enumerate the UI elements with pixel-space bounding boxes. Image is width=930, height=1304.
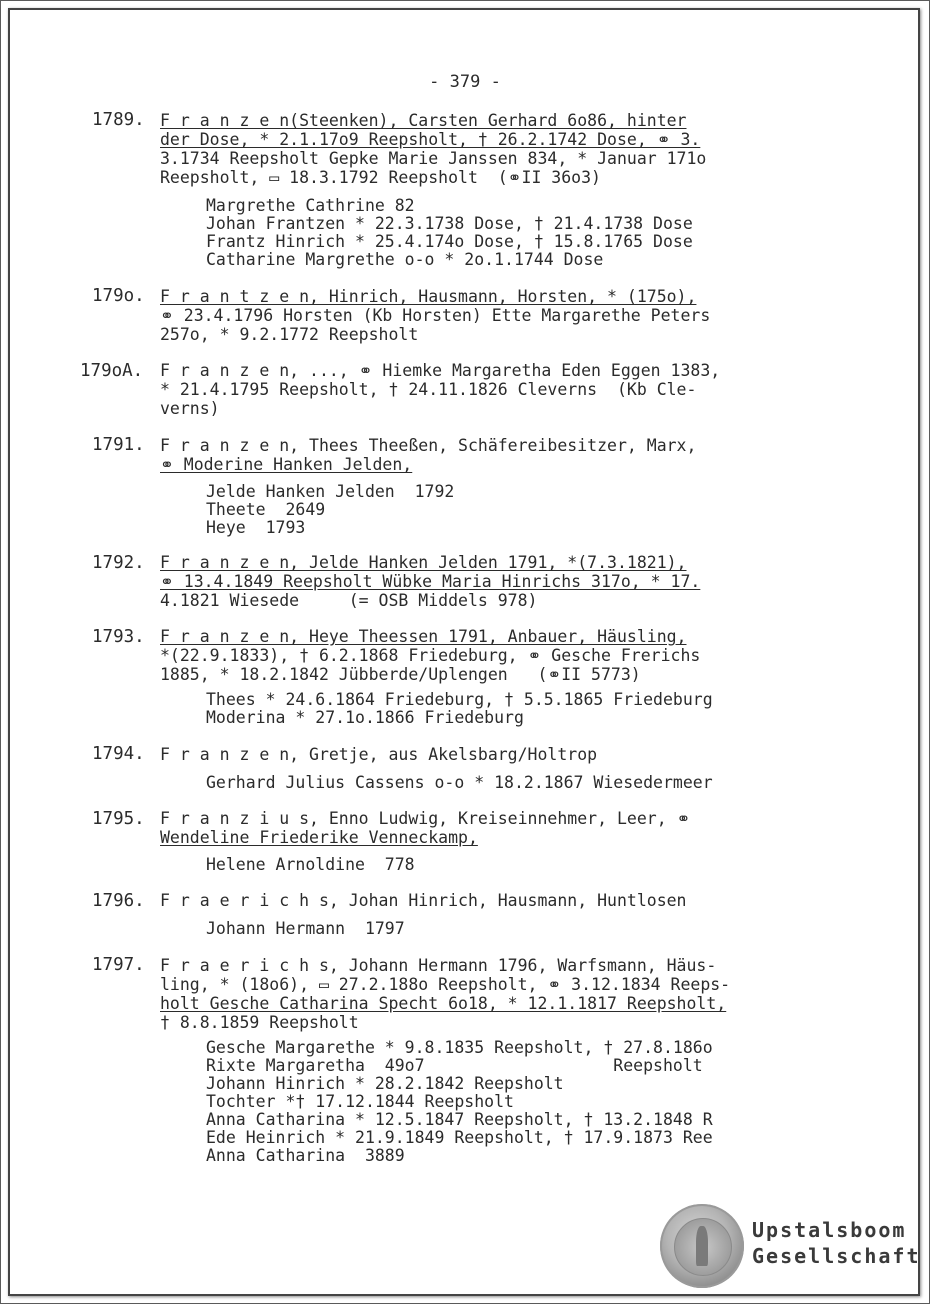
child-line: Johann Hermann 1797 bbox=[206, 919, 405, 938]
entry-line: F r a n z e n, Gretje, aus Akelsbarg/Holtrop bbox=[160, 745, 598, 764]
entry-line: der Dose, * 2.1.17o9 Reepsholt, † 26.2.1742 Dose, ⚭ 3. bbox=[160, 130, 701, 149]
entry-line: holt Gesche Catharina Specht 6o18, * 12.1.1817 Reepsholt, bbox=[160, 994, 727, 1013]
entry-number: 1795. bbox=[92, 809, 145, 829]
entry-line: *(22.9.1833), † 6.2.1868 Friedeburg, ⚭ Gesche Frerichs bbox=[160, 646, 701, 665]
entry-line: ⚭ 13.4.1849 Reepsholt Wübke Maria Hinrichs 317o, * 17. bbox=[160, 572, 701, 591]
brand-line-1: Upstalsboom bbox=[752, 1218, 907, 1242]
entry-line: 257o, * 9.2.1772 Reepsholt bbox=[160, 325, 419, 344]
entry-line: F r a n z e n, Heye Theessen 1791, Anbauer, Häusling, bbox=[160, 627, 687, 646]
child-line: Moderina * 27.1o.1866 Friedeburg bbox=[206, 708, 524, 727]
child-line: Gerhard Julius Cassens o-o * 18.2.1867 Wiesedermeer bbox=[206, 773, 713, 792]
entry-number: 1796. bbox=[92, 891, 145, 911]
entry-number: 179o. bbox=[92, 286, 145, 306]
entry-number: 1791. bbox=[92, 435, 145, 455]
entry-number: 1792. bbox=[92, 553, 145, 573]
society-seal-icon bbox=[660, 1204, 744, 1288]
entry-number: 1793. bbox=[92, 627, 145, 647]
child-line: Heye 1793 bbox=[206, 518, 306, 537]
child-line: Frantz Hinrich * 25.4.174o Dose, † 15.8.1765 Dose bbox=[206, 232, 693, 251]
entry-line: F r a n z i u s, Enno Ludwig, Kreiseinnehmer, Leer, ⚭ bbox=[160, 809, 691, 828]
entry-line: 3.1734 Reepsholt Gepke Marie Janssen 834, * Januar 171o bbox=[160, 149, 707, 168]
child-line: Catharine Margrethe o-o * 2o.1.1744 Dose bbox=[206, 250, 604, 269]
entry-line: † 8.8.1859 Reepsholt bbox=[160, 1013, 359, 1032]
entry-number: 1794. bbox=[92, 744, 145, 764]
brand-line-2: Gesellschaft bbox=[752, 1244, 921, 1268]
entry-line: * 21.4.1795 Reepsholt, † 24.11.1826 Cleverns (Kb Cle- bbox=[160, 380, 697, 399]
child-line: Ede Heinrich * 21.9.1849 Reepsholt, † 17.9.1873 Ree bbox=[206, 1128, 713, 1147]
child-line: Anna Catharina 3889 bbox=[206, 1146, 405, 1165]
entry-line: 1885, * 18.2.1842 Jübberde/Uplengen (⚭II 5773) bbox=[160, 665, 641, 684]
child-line: Margrethe Cathrine 82 bbox=[206, 196, 415, 215]
entry-line: F r a n z e n, Jelde Hanken Jelden 1791, *(7.3.1821), bbox=[160, 553, 687, 572]
entry-number: 1789. bbox=[92, 110, 145, 130]
entry-line: F r a n z e n(Steenken), Carsten Gerhard 6o86, hinter bbox=[160, 111, 687, 130]
child-line: Rixte Margaretha 49o7 Reepsholt bbox=[206, 1056, 703, 1075]
page-number: - 379 - bbox=[429, 72, 501, 92]
entry-line: Wendeline Friederike Venneckamp, bbox=[160, 828, 478, 847]
entry-line: F r a n z e n, Thees Theeßen, Schäfereibesitzer, Marx, bbox=[160, 436, 697, 455]
entry-line: F r a e r i c h s, Johann Hermann 1796, Warfsmann, Häus- bbox=[160, 956, 717, 975]
child-line: Theete 2649 bbox=[206, 500, 326, 519]
entry-line: 4.1821 Wiesede (= OSB Middels 978) bbox=[160, 591, 538, 610]
child-line: Johann Hinrich * 28.2.1842 Reepsholt bbox=[206, 1074, 564, 1093]
child-line: Thees * 24.6.1864 Friedeburg, † 5.5.1865 Friedeburg bbox=[206, 690, 713, 709]
child-line: Gesche Margarethe * 9.8.1835 Reepsholt, † 27.8.186o bbox=[206, 1038, 713, 1057]
child-line: Helene Arnoldine 778 bbox=[206, 855, 415, 874]
child-line: Jelde Hanken Jelden 1792 bbox=[206, 482, 455, 501]
entry-line: ling, * (18o6), ▭ 27.2.188o Reepsholt, ⚭ 3.12.1834 Reeps- bbox=[160, 975, 731, 994]
child-line: Tochter *† 17.12.1844 Reepsholt bbox=[206, 1092, 514, 1111]
entry-line: verns) bbox=[160, 399, 220, 418]
child-line: Anna Catharina * 12.5.1847 Reepsholt, † 13.2.1848 R bbox=[206, 1110, 713, 1129]
entry-number: 179oA. bbox=[80, 361, 144, 381]
entry-line: ⚭ Moderine Hanken Jelden, bbox=[160, 455, 413, 474]
entry-line: F r a n t z e n, Hinrich, Hausmann, Horsten, * (175o), bbox=[160, 287, 697, 306]
entry-line: Reepsholt, ▭ 18.3.1792 Reepsholt (⚭II 36o3) bbox=[160, 168, 601, 187]
entry-line: F r a n z e n, ..., ⚭ Hiemke Margaretha Eden Eggen 1383, bbox=[160, 361, 721, 380]
entry-number: 1797. bbox=[92, 955, 145, 975]
entry-line: ⚭ 23.4.1796 Horsten (Kb Horsten) Ette Margarethe Peters bbox=[160, 306, 711, 325]
child-line: Johan Frantzen * 22.3.1738 Dose, † 21.4.1738 Dose bbox=[206, 214, 693, 233]
tree-icon bbox=[696, 1226, 708, 1266]
entry-line: F r a e r i c h s, Johan Hinrich, Hausmann, Huntlosen bbox=[160, 891, 687, 910]
